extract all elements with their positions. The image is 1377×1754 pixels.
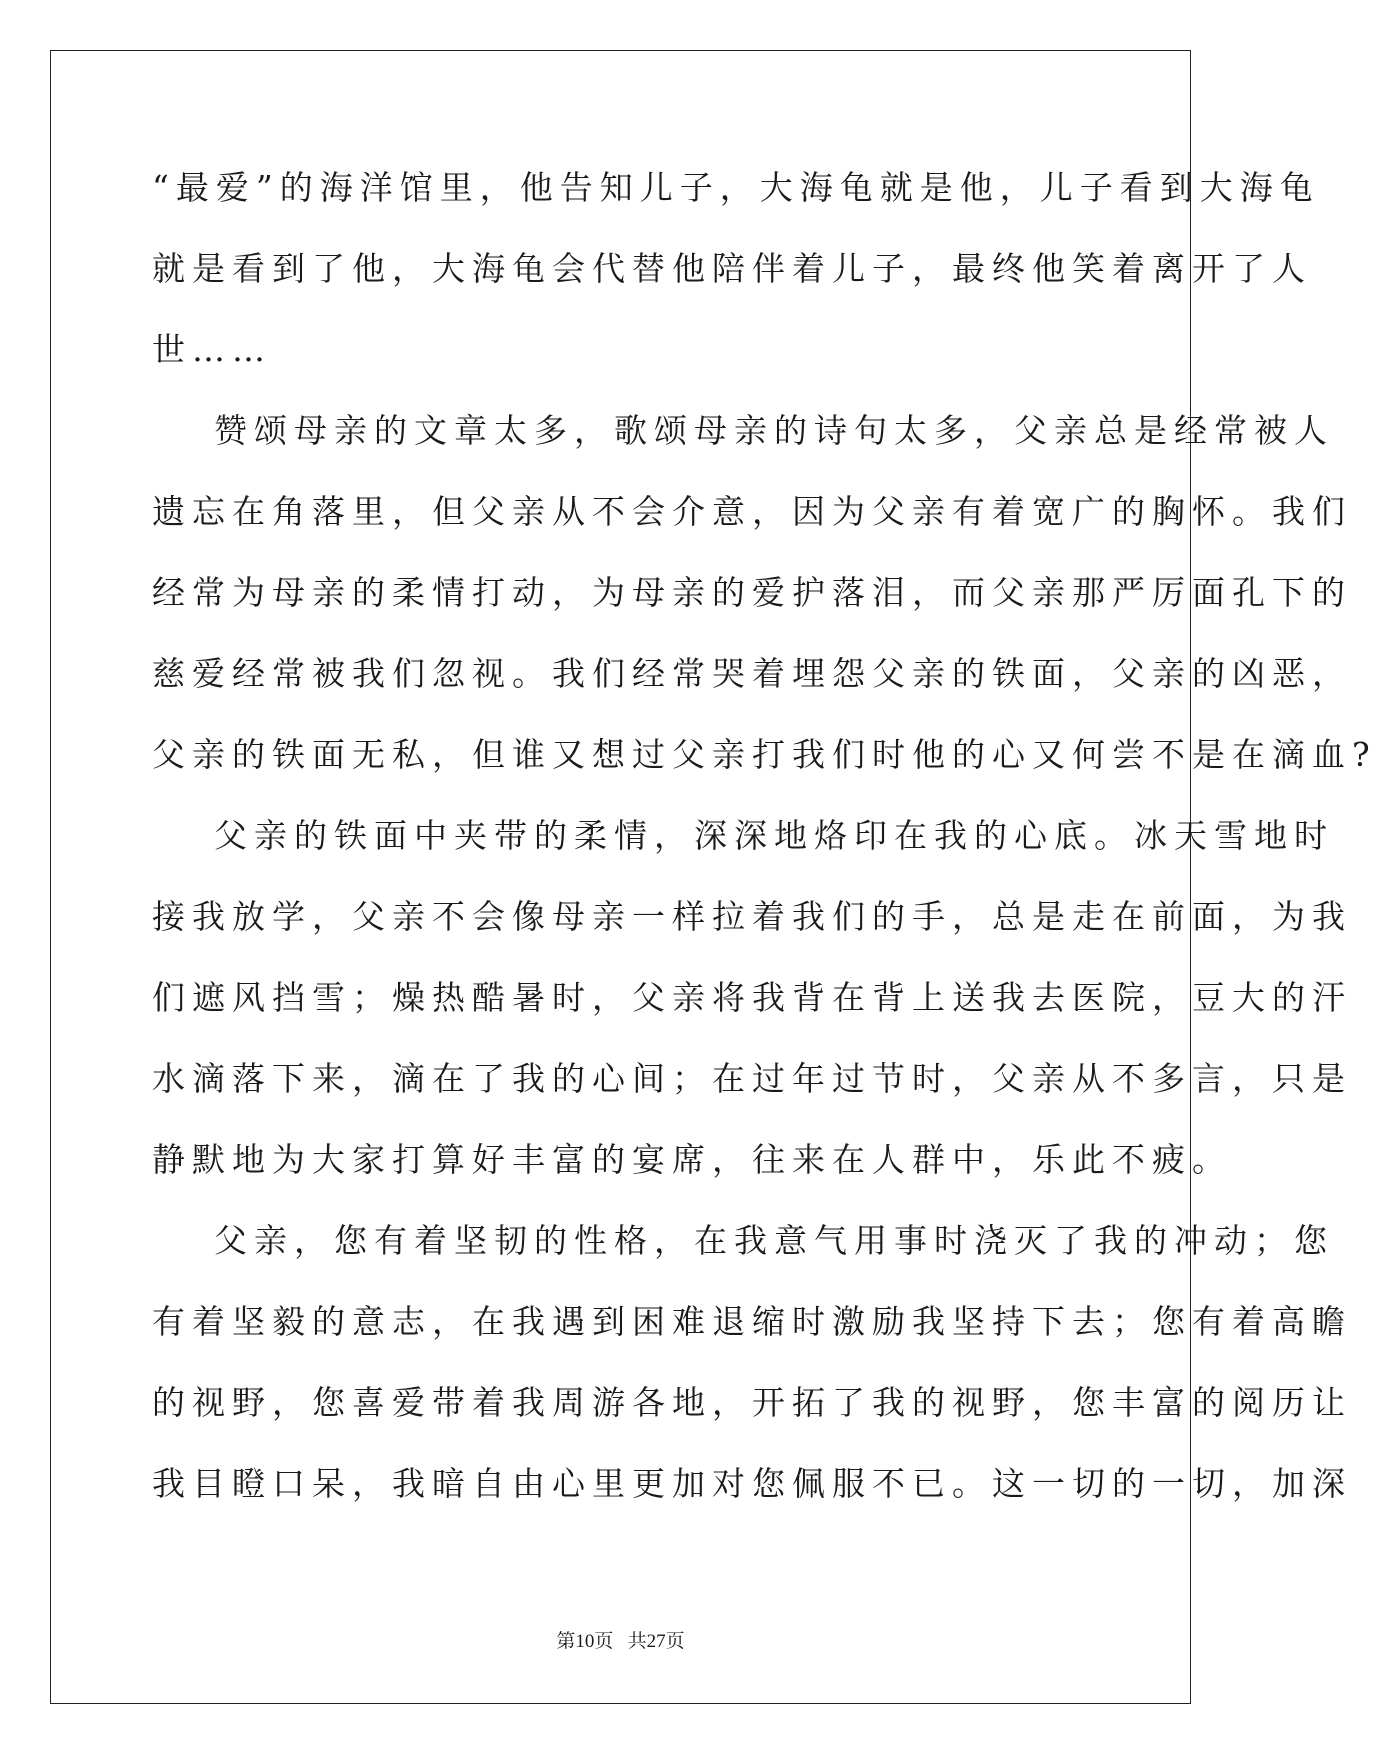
text-line: “最爱”的海洋馆里，他告知儿子，大海龟就是他，儿子看到大海龟 xyxy=(152,168,1320,207)
text-line: 父亲，您有着坚韧的性格，在我意气用事时浇灭了我的冲动；您 xyxy=(214,1221,1334,1260)
text-line: 就是看到了他，大海龟会代替他陪伴着儿子，最终他笑着离开了人 xyxy=(152,249,1312,288)
text-line: 父亲的铁面无私，但谁又想过父亲打我们时他的心又何尝不是在滴血? xyxy=(152,735,1377,774)
page-number: 第10页 xyxy=(556,1631,614,1652)
text-line: 有着坚毅的意志，在我遇到困难退缩时激励我坚持下去；您有着高瞻 xyxy=(152,1302,1352,1341)
text-line: 静默地为大家打算好丰富的宴席，往来在人群中，乐此不疲。 xyxy=(152,1140,1232,1179)
text-line: 的视野，您喜爱带着我周游各地，开拓了我的视野，您丰富的阅历让 xyxy=(152,1383,1352,1422)
text-line: 世…… xyxy=(152,330,272,369)
body-text xyxy=(152,158,1377,1535)
text-line: 遗忘在角落里，但父亲从不会介意，因为父亲有着宽广的胸怀。我们 xyxy=(152,492,1352,531)
text-line: 慈爱经常被我们忽视。我们经常哭着埋怨父亲的铁面，父亲的凶恶， xyxy=(152,654,1352,693)
text-line: 赞颂母亲的文章太多，歌颂母亲的诗句太多，父亲总是经常被人 xyxy=(214,411,1334,450)
text-line: 经常为母亲的柔情打动，为母亲的爱护落泪，而父亲那严厉面孔下的 xyxy=(152,573,1352,612)
text-line: 我目瞪口呆，我暗自由心里更加对您佩服不已。这一切的一切，加深 xyxy=(152,1464,1352,1503)
page-total: 共27页 xyxy=(627,1631,685,1652)
text-line: 水滴落下来，滴在了我的心间；在过年过节时，父亲从不多言，只是 xyxy=(152,1059,1352,1098)
text-line: 父亲的铁面中夹带的柔情，深深地烙印在我的心底。冰天雪地时 xyxy=(214,816,1334,855)
text-line: 们遮风挡雪；燥热酷暑时，父亲将我背在背上送我去医院，豆大的汗 xyxy=(152,978,1352,1017)
page-footer xyxy=(0,1626,1241,1653)
text-line: 接我放学，父亲不会像母亲一样拉着我们的手，总是走在前面，为我 xyxy=(152,897,1352,936)
